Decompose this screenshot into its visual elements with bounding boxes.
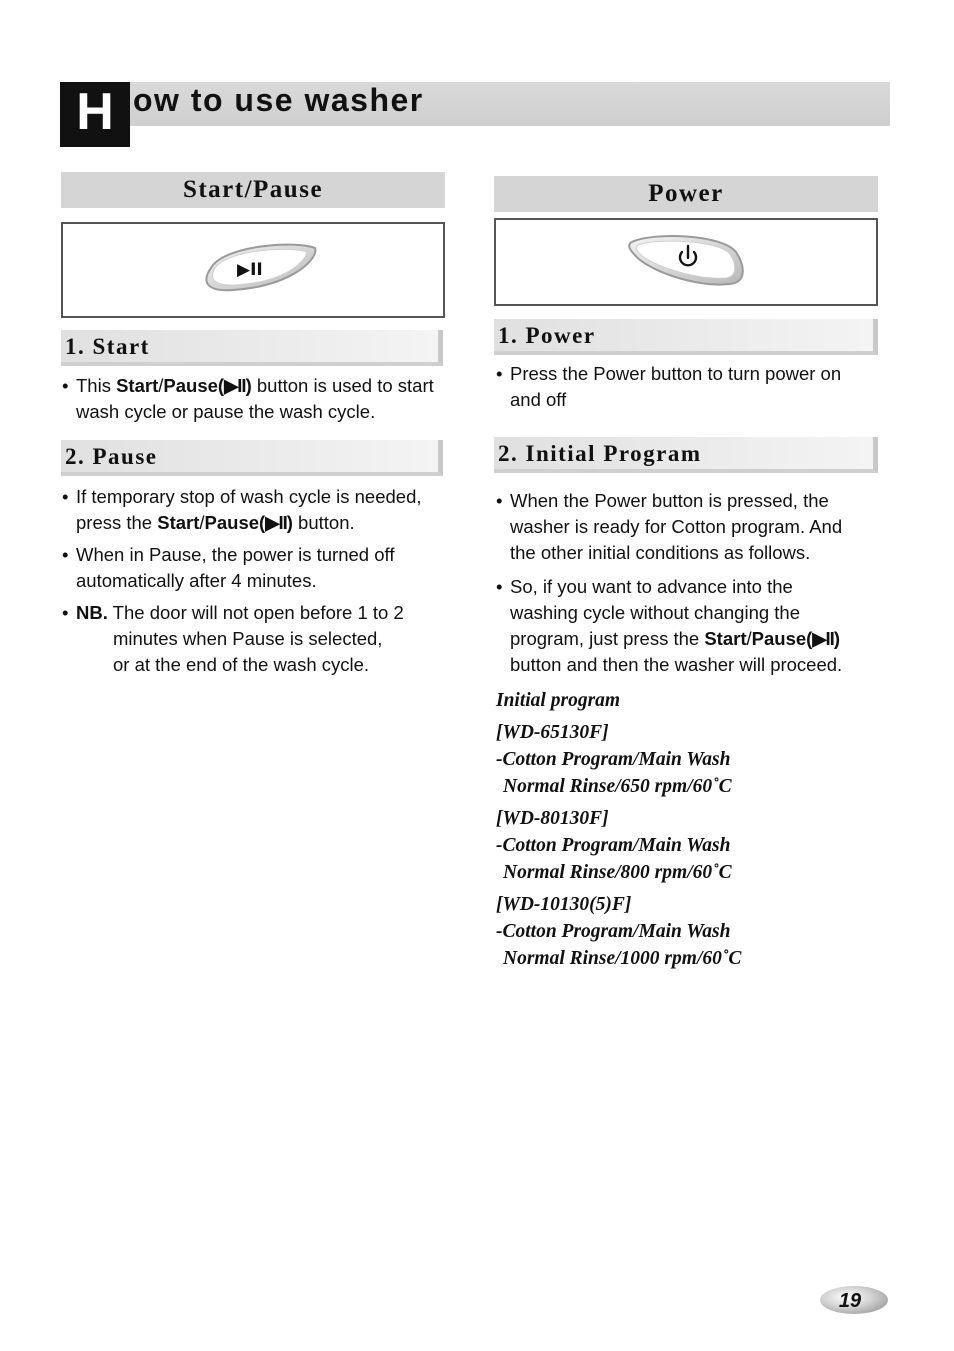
bullet: • <box>62 544 69 565</box>
start-description: • This Start/Pause(▶II) button is used to start wash cycle or pause the wash cycle. <box>62 375 434 422</box>
power-button-illustration <box>494 218 878 306</box>
play-pause-icon: ▶II <box>812 628 834 649</box>
bullet: • <box>496 576 503 597</box>
bullet: • <box>496 363 503 384</box>
model-label: [WD-80130F] <box>496 808 609 829</box>
page-title: ow to use washer <box>133 82 424 118</box>
program-line: -Cotton Program/Main Wash <box>496 921 731 942</box>
pause-subheading: 2. Pause <box>61 440 443 476</box>
start-pause-header: Start/Pause <box>61 172 445 208</box>
power-subheading: 1. Power <box>494 319 878 355</box>
initial-program-list <box>496 687 896 972</box>
program-line: -Cotton Program/Main Wash <box>496 749 731 770</box>
model-label: [WD-65130F] <box>496 722 609 743</box>
start-subheading: 1. Start <box>61 330 443 366</box>
bullet: • <box>62 602 69 623</box>
program-line: Normal Rinse/650 rpm/60˚C <box>503 776 732 797</box>
bullet: • <box>62 375 69 396</box>
bullet: • <box>62 486 69 507</box>
title-initial-letter: H <box>60 82 130 147</box>
power-description: • Press the Power button to turn power on and off <box>496 363 842 410</box>
power-icon <box>626 230 756 292</box>
play-pause-icon <box>193 238 323 302</box>
program-line: Normal Rinse/1000 rpm/60˚C <box>503 948 742 969</box>
play-pause-glyph: ▶II <box>237 260 263 280</box>
initial-program-title: Initial program <box>496 690 621 711</box>
start-pause-button-illustration <box>61 222 445 318</box>
program-line: Normal Rinse/800 rpm/60˚C <box>503 862 732 883</box>
bullet: • <box>496 490 503 511</box>
page-number-badge <box>818 1284 892 1316</box>
play-pause-icon: ▶II <box>265 512 287 533</box>
program-line: -Cotton Program/Main Wash <box>496 835 731 856</box>
model-label: [WD-10130(5)F] <box>496 894 632 915</box>
initial-program-description: • When the Power button is pressed, the washer is ready for Cotton program. And the other initial conditions as follows. • So, if you want to advance into the washing cycle without changing the program, just press the Start/Pause(▶II) button and then the washer will proceed. <box>496 490 843 675</box>
nb-label: NB. <box>76 602 108 623</box>
play-pause-icon: ▶II <box>224 375 246 396</box>
initial-program-subheading: 2. Initial Program <box>494 437 878 473</box>
power-header: Power <box>494 176 878 212</box>
page-number: 19 <box>838 1290 862 1312</box>
pause-description: • If temporary stop of wash cycle is needed, press the Start/Pause(▶II) button. • When in Pause, the power is turned off automatically after 4 minutes. • NB. The door will not open before 1 to 2 minutes when Pause is selected, or at the end of the wash cycle. <box>62 486 422 675</box>
